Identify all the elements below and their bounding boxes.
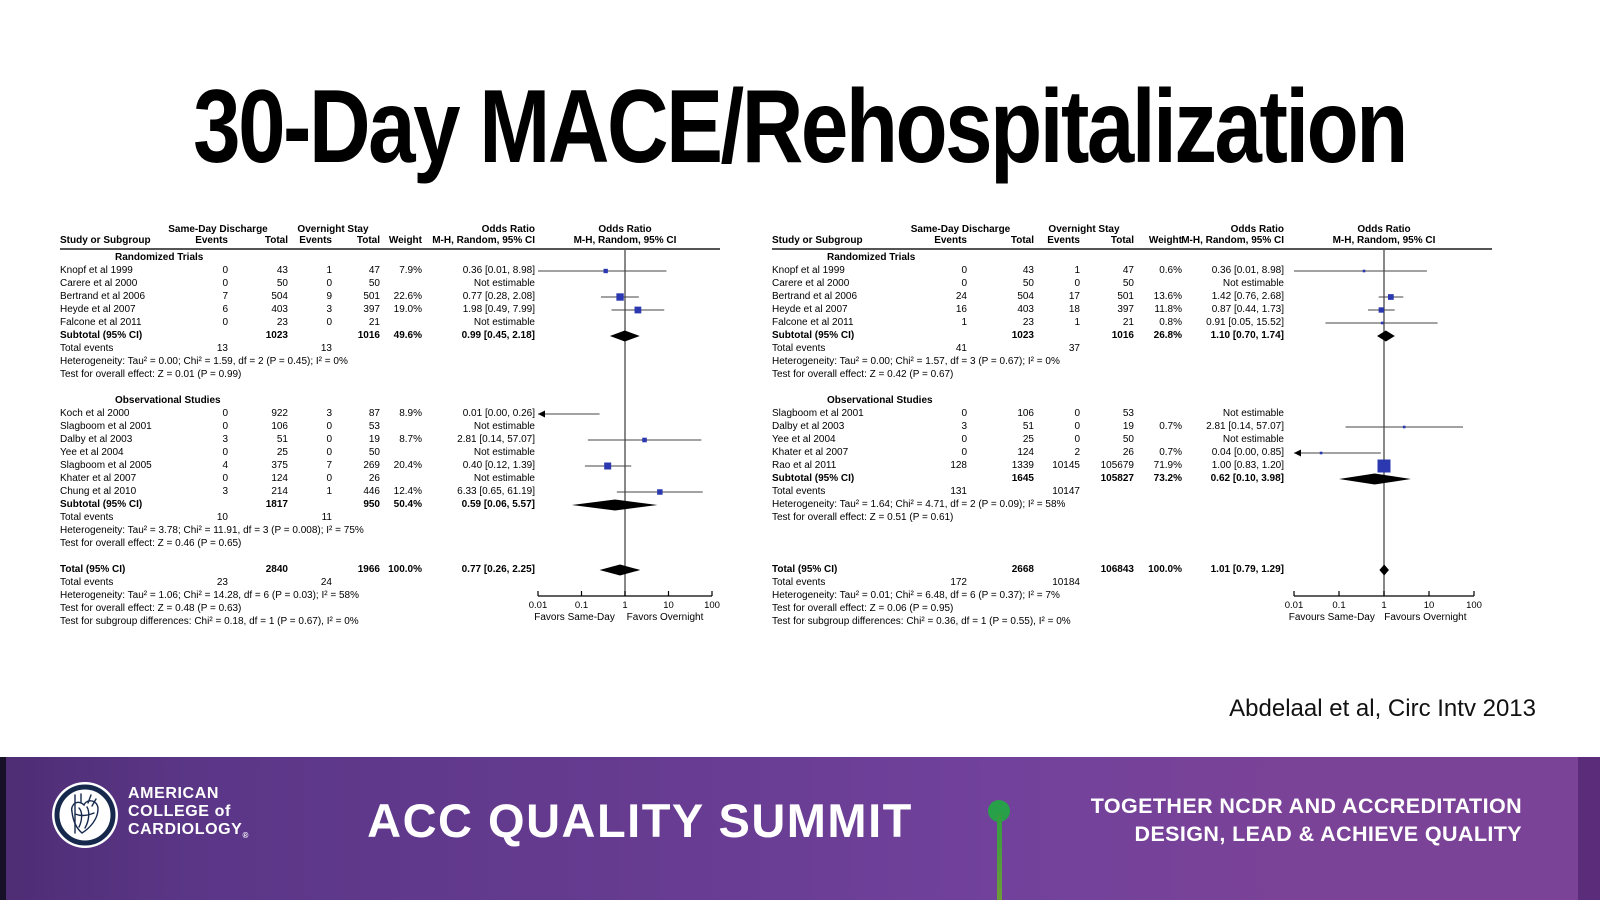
cell-events1: 0 — [222, 265, 228, 276]
cell-total1: 504 — [271, 291, 288, 302]
cell-events2: 7 — [326, 460, 332, 471]
forest-graph — [772, 224, 1492, 684]
cell-weight: 8.9% — [399, 408, 422, 419]
cell-weight: 13.6% — [1153, 291, 1182, 302]
graph-header-or: Odds Ratio — [598, 224, 652, 235]
table-row-study: Total (95% CI) — [772, 564, 838, 575]
cell-events1: 3 — [222, 434, 228, 445]
cell-total2: 105679 — [1100, 460, 1134, 471]
table-row-study: Chung et al 2010 — [60, 486, 137, 497]
cell-or-ci: Not estimable — [473, 278, 535, 289]
cell-or-ci: 0.91 [0.05, 15.52] — [1206, 317, 1284, 328]
cell-events2: 1 — [326, 265, 332, 276]
stats-text: Test for overall effect: Z = 0.06 (P = 0.95) — [772, 603, 954, 614]
table-row-study: Dalby et al 2003 — [772, 421, 845, 432]
cell-total2: 47 — [1122, 265, 1134, 276]
cell-or-ci: 2.81 [0.14, 57.07] — [457, 434, 535, 445]
table-row-study: Khater et al 2007 — [60, 473, 137, 484]
axis-tick-label: 100 — [1466, 600, 1482, 611]
favors-left-label: Favors Same-Day — [534, 612, 615, 623]
cell-total1: 43 — [276, 265, 288, 276]
cell-total2: 950 — [363, 499, 380, 510]
table-row-study: Carere et al 2000 — [772, 278, 850, 289]
cell-weight: 20.4% — [393, 460, 422, 471]
col-header-weight: Weight — [1148, 235, 1182, 246]
favors-left-label: Favours Same-Day — [1288, 612, 1375, 623]
col-header-total2: Total — [1110, 235, 1134, 246]
axis-tick-label: 0.01 — [1284, 600, 1304, 611]
cell-total1: 25 — [1022, 434, 1034, 445]
cell-total1: 43 — [1022, 265, 1034, 276]
cell-events1: 0 — [961, 408, 967, 419]
cell-or-ci: 0.01 [0.00, 0.26] — [462, 408, 535, 419]
stats-text: Test for subgroup differences: Chi² = 0.36, df = 1 (P = 0.55), I² = 0% — [772, 616, 1071, 627]
total-events-2: 24 — [320, 577, 332, 588]
cell-events2: 17 — [1068, 291, 1080, 302]
col-header-group1: Same-Day Discharge — [910, 224, 1011, 235]
cell-total2: 501 — [1117, 291, 1134, 302]
cell-or-ci: Not estimable — [473, 473, 535, 484]
forest-graph — [60, 224, 720, 684]
stats-text: Heterogeneity: Tau² = 1.64; Chi² = 4.71, df = 2 (P = 0.09); I² = 58% — [772, 499, 1066, 510]
axis-tick-label: 100 — [704, 600, 720, 611]
cell-total2: 1966 — [357, 564, 380, 575]
cell-events1: 0 — [222, 421, 228, 432]
cell-events2: 0 — [326, 421, 332, 432]
cell-events1: 0 — [222, 317, 228, 328]
stats-text: Heterogeneity: Tau² = 3.78; Chi² = 11.91, df = 3 (P = 0.008); I² = 75% — [60, 525, 364, 536]
cell-events2: 0 — [1074, 421, 1080, 432]
cell-events1: 3 — [222, 486, 228, 497]
cell-events1: 1 — [961, 317, 967, 328]
cell-total2: 501 — [363, 291, 380, 302]
cell-total2: 1016 — [357, 330, 380, 341]
cell-or-ci: 1.42 [0.76, 2.68] — [1211, 291, 1284, 302]
tagline-line2: DESIGN, LEAD & ACHIEVE QUALITY — [1134, 822, 1522, 846]
cell-or-ci: Not estimable — [473, 317, 535, 328]
cell-total2: 1016 — [1111, 330, 1134, 341]
cell-or-ci: 0.36 [0.01, 8.98] — [462, 265, 535, 276]
cell-or-ci: Not estimable — [1222, 278, 1284, 289]
cell-total1: 106 — [1017, 408, 1034, 419]
subgroup-header: Observational Studies — [115, 395, 221, 406]
cell-total1: 214 — [271, 486, 288, 497]
page-title — [0, 68, 1600, 187]
cell-total1: 375 — [271, 460, 288, 471]
stats-text: Test for overall effect: Z = 0.48 (P = 0.63) — [60, 603, 242, 614]
heart-emblem-icon — [51, 781, 119, 849]
total-events-2: 10147 — [1052, 486, 1080, 497]
cell-weight: 71.9% — [1153, 460, 1182, 471]
cell-total1: 2840 — [265, 564, 288, 575]
cell-weight: 19.0% — [393, 304, 422, 315]
total-events-1: 13 — [216, 343, 228, 354]
cell-total2: 50 — [368, 447, 380, 458]
registered-mark: ® — [242, 831, 249, 841]
total-events-label: Total events — [60, 343, 114, 354]
acc-logo-line3: $CARDIOLOGY_®$ — [128, 821, 249, 841]
stats-text: Heterogeneity: Tau² = 0.00; Chi² = 1.59, df = 2 (P = 0.45); I² = 0% — [60, 356, 348, 367]
cell-events1: 0 — [961, 265, 967, 276]
cell-total1: 51 — [1022, 421, 1034, 432]
table-row-study: Khater et al 2007 — [772, 447, 849, 458]
cell-total2: 26 — [1122, 447, 1134, 458]
cell-total2: 53 — [1122, 408, 1134, 419]
col-header-total1: Total — [264, 235, 288, 246]
cell-weight: 0.7% — [1159, 447, 1182, 458]
table-row-study: Carere et al 2000 — [60, 278, 138, 289]
table-row-study: Dalby et al 2003 — [60, 434, 133, 445]
cell-events2: 0 — [1074, 434, 1080, 445]
stats-text: Test for overall effect: Z = 0.42 (P = 0.67) — [772, 369, 954, 380]
table-row-study: Subtotal (95% CI) — [772, 473, 855, 484]
col-header-or-ci: M-H, Random, 95% CI — [432, 235, 535, 246]
col-header-group2: Overnight Stay — [1048, 224, 1120, 235]
cell-events2: 0 — [1074, 278, 1080, 289]
cell-events2: 9 — [326, 291, 332, 302]
cell-events2: 0 — [326, 447, 332, 458]
cell-events1: 0 — [961, 278, 967, 289]
cell-or-ci: 1.00 [0.83, 1.20] — [1211, 460, 1284, 471]
cell-total2: 446 — [363, 486, 380, 497]
table-row-study: Slagboom et al 2001 — [772, 408, 864, 419]
subgroup-header: Randomized Trials — [115, 252, 204, 263]
col-header-or-ci: M-H, Random, 95% CI — [1181, 235, 1284, 246]
cell-total2: 53 — [368, 421, 380, 432]
table-row-study: Falcone et al 2011 — [772, 317, 854, 328]
cell-events1: 24 — [955, 291, 967, 302]
axis-tick-label: 10 — [1423, 600, 1435, 611]
cell-weight: 0.7% — [1159, 421, 1182, 432]
cell-or-ci: 0.87 [0.44, 1.73] — [1211, 304, 1284, 315]
cell-or-ci: 1.10 [0.70, 1.74] — [1210, 330, 1284, 341]
col-header-or: Odds Ratio — [1230, 224, 1284, 235]
col-header-study: Study or Subgroup — [772, 235, 863, 246]
citation: Abdelaal et al, Circ Intv 2013 — [1229, 695, 1536, 722]
cell-events2: 0 — [326, 473, 332, 484]
col-header-or: Odds Ratio — [481, 224, 535, 235]
axis-tick-label: 10 — [663, 600, 674, 611]
cell-events2: 3 — [326, 304, 332, 315]
total-events-label: Total events — [60, 512, 114, 523]
axis-tick-label: 0.1 — [574, 600, 589, 611]
cell-total1: 25 — [276, 447, 288, 458]
total-events-label: Total events — [772, 577, 826, 588]
cell-weight: 73.2% — [1153, 473, 1182, 484]
table-row-study: Subtotal (95% CI) — [772, 330, 855, 341]
cell-events2: 1 — [326, 486, 332, 497]
cell-total1: 403 — [1017, 304, 1034, 315]
cell-or-ci: 2.81 [0.14, 57.07] — [1206, 421, 1284, 432]
table-row-study: Heyde et al 2007 — [772, 304, 848, 315]
cell-or-ci: Not estimable — [473, 421, 535, 432]
total-events-2: 10184 — [1052, 577, 1080, 588]
footer-right-dark-strip — [1578, 757, 1600, 900]
cell-events1: 0 — [222, 408, 228, 419]
tagline-line1: TOGETHER NCDR AND ACCREDITATION — [1090, 794, 1522, 818]
cell-events1: 7 — [222, 291, 228, 302]
total-events-label: Total events — [60, 577, 114, 588]
stats-text: Test for overall effect: Z = 0.01 (P = 0.99) — [60, 369, 242, 380]
total-events-label: Total events — [772, 343, 826, 354]
cell-events2: 1 — [1074, 265, 1080, 276]
cell-or-ci: 6.33 [0.65, 61.19] — [457, 486, 535, 497]
cell-total1: 1023 — [1011, 330, 1034, 341]
cell-total2: 105827 — [1100, 473, 1134, 484]
stats-text: Test for overall effect: Z = 0.51 (P = 0.61) — [772, 512, 954, 523]
cell-events1: 0 — [222, 473, 228, 484]
cell-or-ci: 0.99 [0.45, 2.18] — [461, 330, 535, 341]
cell-total2: 19 — [1122, 421, 1134, 432]
cell-weight: 100.0% — [1148, 564, 1182, 575]
cell-total2: 50 — [1122, 434, 1134, 445]
summit-brand-text: ACC QUALITY SUMMIT — [367, 794, 913, 847]
cell-events2: 1 — [1074, 317, 1080, 328]
cell-events1: 3 — [961, 421, 967, 432]
cell-weight: 0.6% — [1159, 265, 1182, 276]
col-header-events2: Events — [1047, 235, 1080, 246]
table-row-study: Knopf et al 1999 — [60, 265, 133, 276]
stats-text: Heterogeneity: Tau² = 0.00; Chi² = 1.57, df = 3 (P = 0.67); I² = 0% — [772, 356, 1060, 367]
axis-tick-label: 1 — [622, 600, 628, 611]
cell-events2: 2 — [1074, 447, 1080, 458]
table-row-study: Yee et al 2004 — [60, 447, 124, 458]
cell-total2: 47 — [368, 265, 380, 276]
cell-events2: 0 — [326, 317, 332, 328]
graph-header-ci: M-H, Random, 95% CI — [1332, 235, 1436, 246]
table-row-study: Slagboom et al 2001 — [60, 421, 152, 432]
total-events-1: 41 — [955, 343, 967, 354]
cell-or-ci: 1.98 [0.49, 7.99] — [462, 304, 535, 315]
col-header-study: Study or Subgroup — [60, 235, 151, 246]
cell-weight: 50.4% — [393, 499, 422, 510]
cell-total1: 23 — [1022, 317, 1034, 328]
table-row-study: Koch et al 2000 — [60, 408, 130, 419]
cell-total2: 50 — [368, 278, 380, 289]
cell-total1: 51 — [276, 434, 288, 445]
cell-total2: 26 — [368, 473, 380, 484]
cell-events2: 0 — [326, 278, 332, 289]
table-row-study: Subtotal (95% CI) — [60, 499, 143, 510]
cell-total1: 1817 — [265, 499, 288, 510]
cell-weight: 49.6% — [393, 330, 422, 341]
favors-right-label: Favors Overnight — [626, 612, 704, 623]
total-events-2: 37 — [1068, 343, 1080, 354]
cell-total1: 403 — [271, 304, 288, 315]
cell-total1: 922 — [271, 408, 288, 419]
cell-events1: 0 — [222, 447, 228, 458]
table-row-study: Bertrand et al 2006 — [772, 291, 858, 302]
cell-events2: 3 — [326, 408, 332, 419]
cell-events1: 4 — [222, 460, 228, 471]
cell-weight: 100.0% — [388, 564, 422, 575]
total-events-2: 13 — [320, 343, 332, 354]
stats-text: Test for overall effect: Z = 0.46 (P = 0.65) — [60, 538, 242, 549]
table-row-study: Bertrand et al 2006 — [60, 291, 146, 302]
table-row-study: Slagboom et al 2005 — [60, 460, 152, 471]
stats-text: Heterogeneity: Tau² = 0.01; Chi² = 6.48, df = 6 (P = 0.37); I² = 7% — [772, 590, 1060, 601]
total-events-2: 11 — [321, 512, 332, 523]
axis-tick-label: 0.01 — [528, 600, 548, 611]
table-row-study: Falcone et al 2011 — [60, 317, 142, 328]
table-row-study: Yee et al 2004 — [772, 434, 836, 445]
total-events-1: 10 — [216, 512, 228, 523]
cell-events1: 16 — [955, 304, 967, 315]
cell-events1: 6 — [222, 304, 228, 315]
col-header-total2: Total — [356, 235, 380, 246]
col-header-group1: Same-Day Discharge — [168, 224, 268, 235]
acc-logo — [51, 781, 119, 849]
cell-or-ci: 0.40 [0.12, 1.39] — [462, 460, 535, 471]
cell-total2: 50 — [1122, 278, 1134, 289]
acc-logo-line1: AMERICAN — [128, 785, 220, 802]
cell-events1: 0 — [961, 434, 967, 445]
cell-total2: 21 — [1122, 317, 1134, 328]
col-header-events2: Events — [299, 235, 332, 246]
acc-logo-text — [128, 785, 249, 845]
col-header-weight: Weight — [388, 235, 422, 246]
cell-events1: 0 — [222, 278, 228, 289]
cell-weight: 22.6% — [393, 291, 422, 302]
cell-weight: 11.8% — [1154, 304, 1182, 315]
col-header-total1: Total — [1010, 235, 1034, 246]
table-row-study: Heyde et al 2007 — [60, 304, 136, 315]
green-line — [997, 814, 1002, 900]
stats-text: Heterogeneity: Tau² = 1.06; Chi² = 14.28, df = 6 (P = 0.03); I² = 58% — [60, 590, 359, 601]
cell-total1: 1339 — [1011, 460, 1034, 471]
footer-tagline — [1091, 792, 1522, 848]
cell-or-ci: Not estimable — [473, 447, 535, 458]
col-header-group2: Overnight Stay — [297, 224, 369, 235]
cell-or-ci: 0.04 [0.00, 0.85] — [1211, 447, 1284, 458]
cell-weight: 26.8% — [1153, 330, 1182, 341]
footer-left-dark-strip — [0, 757, 6, 900]
favors-right-label: Favours Overnight — [1384, 612, 1467, 623]
cell-total2: 397 — [1117, 304, 1134, 315]
table-row-study: Knopf et al 1999 — [772, 265, 845, 276]
cell-or-ci: 0.77 [0.26, 2.25] — [461, 564, 535, 575]
page-title-text: 30-Day MACE/Rehospitalization — [193, 69, 1407, 185]
subgroup-header: Randomized Trials — [827, 252, 916, 263]
cell-total1: 124 — [271, 473, 288, 484]
cell-events1: 0 — [961, 447, 967, 458]
cell-total2: 106843 — [1100, 564, 1134, 575]
cell-events2: 0 — [326, 434, 332, 445]
axis-tick-label: 1 — [1381, 600, 1387, 611]
cell-weight: 0.8% — [1159, 317, 1182, 328]
total-events-1: 131 — [950, 486, 967, 497]
cell-events2: 0 — [1074, 408, 1080, 419]
table-row-study: Total (95% CI) — [60, 564, 126, 575]
cell-or-ci: 0.62 [0.10, 3.98] — [1210, 473, 1284, 484]
cell-total1: 50 — [1022, 278, 1034, 289]
forest-plot-right — [772, 224, 1492, 684]
total-events-1: 23 — [216, 577, 228, 588]
cell-events1: 128 — [950, 460, 967, 471]
cell-total1: 2668 — [1011, 564, 1034, 575]
forest-plot-left — [60, 224, 720, 684]
total-events-label: Total events — [772, 486, 826, 497]
cell-total1: 50 — [276, 278, 288, 289]
cell-or-ci: 0.59 [0.06, 5.57] — [461, 499, 535, 510]
graph-header-ci: M-H, Random, 95% CI — [573, 235, 677, 246]
table-row-study: Rao et al 2011 — [772, 460, 837, 471]
cell-total1: 504 — [1017, 291, 1034, 302]
cell-total1: 106 — [271, 421, 288, 432]
cell-total1: 23 — [276, 317, 288, 328]
cell-or-ci: Not estimable — [1222, 434, 1284, 445]
cell-total1: 1023 — [265, 330, 288, 341]
col-header-events1: Events — [934, 235, 967, 246]
cell-or-ci: 0.77 [0.28, 2.08] — [462, 291, 535, 302]
axis-tick-label: 0.1 — [1332, 600, 1346, 611]
cell-weight: 12.4% — [393, 486, 422, 497]
table-row-study: Subtotal (95% CI) — [60, 330, 143, 341]
cell-total2: 397 — [363, 304, 380, 315]
cell-or-ci: 1.01 [0.79, 1.29] — [1210, 564, 1284, 575]
cell-weight: 7.9% — [399, 265, 422, 276]
footer-banner — [0, 757, 1600, 900]
cell-total2: 21 — [368, 317, 380, 328]
cell-total2: 269 — [363, 460, 380, 471]
stats-text: Test for subgroup differences: Chi² = 0.18, df = 1 (P = 0.67), I² = 0% — [60, 616, 359, 627]
cell-total2: 19 — [368, 434, 380, 445]
cell-or-ci: Not estimable — [1222, 408, 1284, 419]
cell-total2: 87 — [368, 408, 380, 419]
cell-weight: 8.7% — [399, 434, 422, 445]
acc-logo-line2: COLLEGE of — [128, 803, 231, 820]
subgroup-header: Observational Studies — [827, 395, 933, 406]
col-header-events1: Events — [195, 235, 228, 246]
cell-events2: 18 — [1068, 304, 1080, 315]
cell-events2: 10145 — [1052, 460, 1080, 471]
graph-header-or: Odds Ratio — [1357, 224, 1411, 235]
total-events-1: 172 — [950, 577, 967, 588]
cell-total1: 1645 — [1011, 473, 1034, 484]
cell-or-ci: 0.36 [0.01, 8.98] — [1211, 265, 1284, 276]
cell-total1: 124 — [1017, 447, 1034, 458]
